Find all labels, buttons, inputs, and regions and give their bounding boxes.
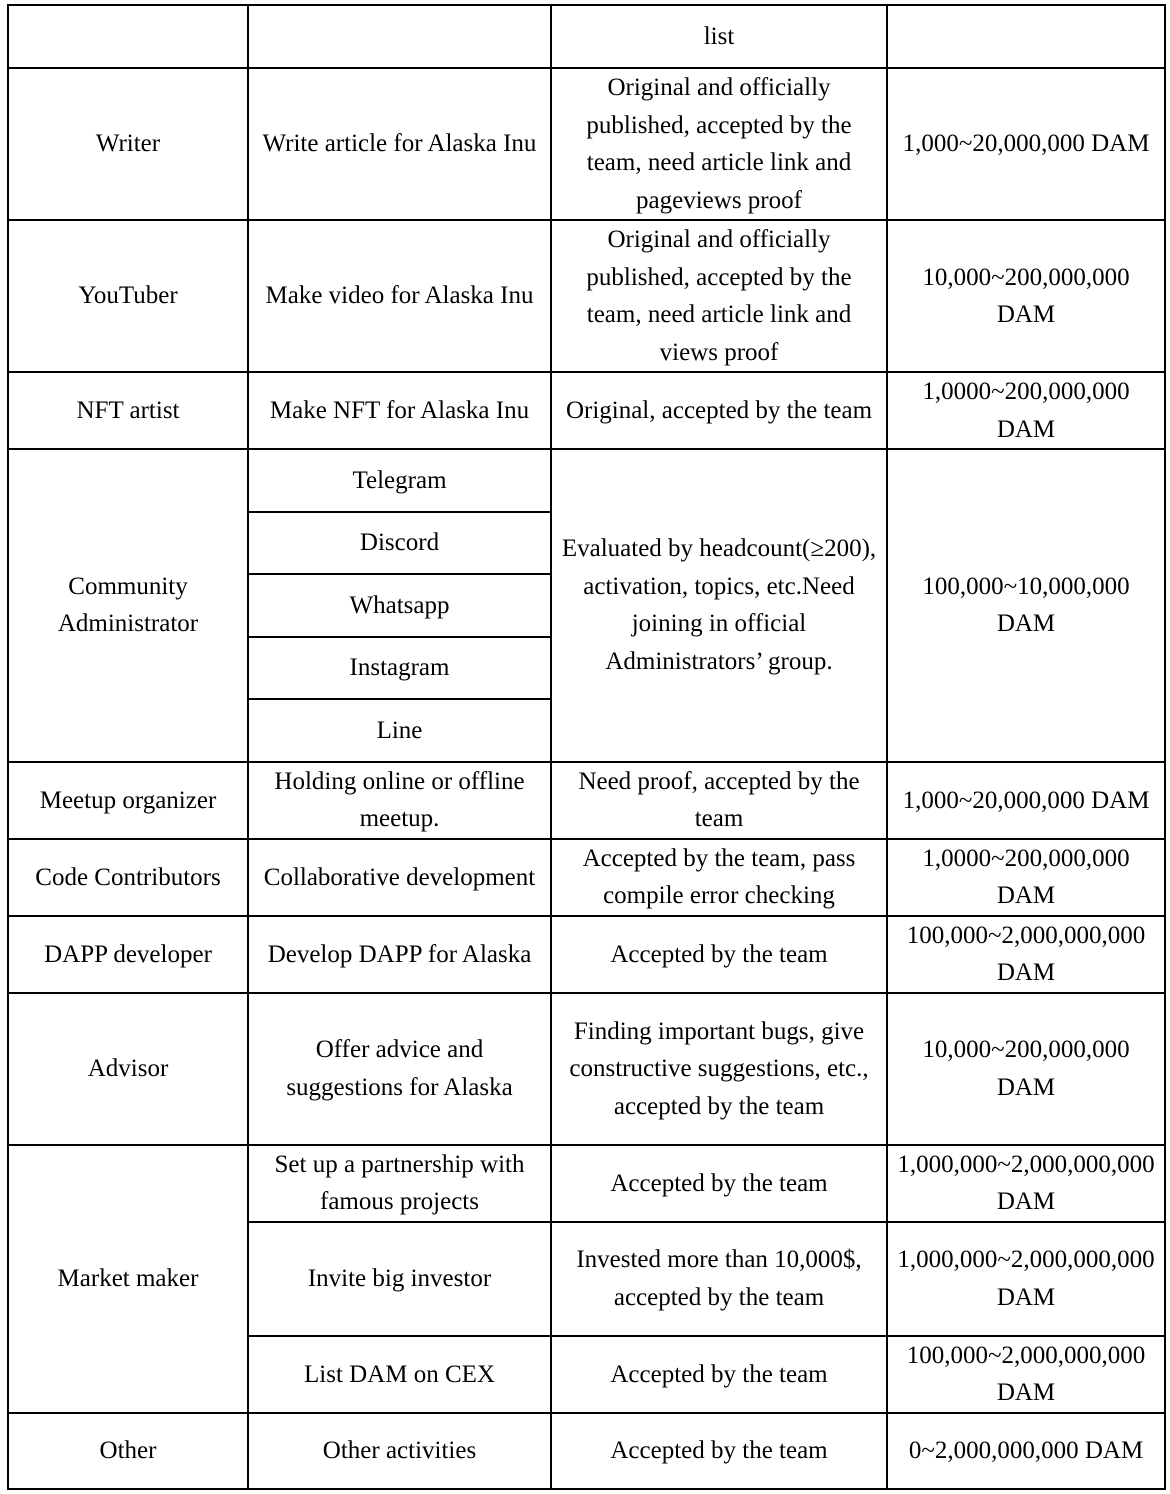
reward-cell: 1,000~20,000,000 DAM (887, 68, 1165, 220)
requirement-cell: list (551, 5, 887, 68)
platform-cell-discord: Discord (248, 512, 551, 575)
table-row-partial-header (8, 5, 1165, 68)
requirement-cell: Original and officially published, accepted by the team, need article link and pageviews proof (551, 68, 887, 220)
task-cell: Make NFT for Alaska Inu (248, 372, 551, 449)
reward-cell (887, 5, 1165, 68)
task-cell: List DAM on CEX (248, 1336, 551, 1413)
role-cell (8, 5, 248, 68)
requirement-cell: Accepted by the team, pass compile error checking (551, 839, 887, 916)
reward-cell: 1,0000~200,000,000 DAM (887, 372, 1165, 449)
platform-cell-instagram: Instagram (248, 637, 551, 700)
table-row-code-contributors (8, 839, 1165, 916)
reward-cell: 1,0000~200,000,000 DAM (887, 839, 1165, 916)
requirement-cell: Invested more than 10,000$, accepted by the team (551, 1222, 887, 1336)
role-cell: YouTuber (8, 220, 248, 372)
table-row-youtuber (8, 220, 1165, 372)
requirement-cell: Accepted by the team (551, 916, 887, 993)
task-cell: Set up a partnership with famous projects (248, 1145, 551, 1222)
requirement-cell: Original, accepted by the team (551, 372, 887, 449)
reward-cell: 100,000~10,000,000 DAM (887, 449, 1165, 762)
platform-cell-telegram: Telegram (248, 449, 551, 512)
reward-cell: 100,000~2,000,000,000 DAM (887, 916, 1165, 993)
role-cell: Code Contributors (8, 839, 248, 916)
reward-cell: 1,000,000~2,000,000,000 DAM (887, 1145, 1165, 1222)
table-row-advisor (8, 993, 1165, 1145)
task-cell: Holding online or offline meetup. (248, 762, 551, 839)
requirement-cell: Accepted by the team (551, 1413, 887, 1489)
reward-cell: 1,000,000~2,000,000,000 DAM (887, 1222, 1165, 1336)
role-cell: Other (8, 1413, 248, 1489)
reward-cell: 10,000~200,000,000 DAM (887, 220, 1165, 372)
task-cell: Make video for Alaska Inu (248, 220, 551, 372)
role-cell: Market maker (8, 1145, 248, 1413)
task-cell (248, 5, 551, 68)
table-row-other (8, 1413, 1165, 1489)
requirement-cell: Accepted by the team (551, 1336, 887, 1413)
reward-cell: 10,000~200,000,000 DAM (887, 993, 1165, 1145)
task-cell: Other activities (248, 1413, 551, 1489)
table-row-dapp-developer (8, 916, 1165, 993)
task-cell: Develop DAPP for Alaska (248, 916, 551, 993)
table-row-meetup-organizer (8, 762, 1165, 839)
table-row-writer (8, 68, 1165, 220)
task-cell: Invite big investor (248, 1222, 551, 1336)
reward-cell: 1,000~20,000,000 DAM (887, 762, 1165, 839)
reward-cell: 0~2,000,000,000 DAM (887, 1413, 1165, 1489)
role-cell: NFT artist (8, 372, 248, 449)
requirement-cell: Need proof, accepted by the team (551, 762, 887, 839)
platform-cell-whatsapp: Whatsapp (248, 574, 551, 637)
reward-cell: 100,000~2,000,000,000 DAM (887, 1336, 1165, 1413)
table-row-community-admin (8, 449, 1165, 512)
requirement-cell: Evaluated by headcount(≥200), activation, topics, etc.Need joining in official Administrators’ group. (551, 449, 887, 762)
table-row-market-maker-partnership (8, 1145, 1165, 1222)
rewards-table (7, 4, 1166, 1490)
role-cell: DAPP developer (8, 916, 248, 993)
table-row-nft-artist (8, 372, 1165, 449)
requirement-cell: Accepted by the team (551, 1145, 887, 1222)
task-cell: Write article for Alaska Inu (248, 68, 551, 220)
role-cell: Writer (8, 68, 248, 220)
requirement-cell: Original and officially published, accepted by the team, need article link and views proof (551, 220, 887, 372)
role-cell: Meetup organizer (8, 762, 248, 839)
role-cell: Advisor (8, 993, 248, 1145)
task-cell: Collaborative development (248, 839, 551, 916)
role-cell: Community Administrator (8, 449, 248, 762)
platform-cell-line: Line (248, 699, 551, 762)
requirement-cell: Finding important bugs, give constructive suggestions, etc., accepted by the team (551, 993, 887, 1145)
task-cell: Offer advice and suggestions for Alaska (248, 993, 551, 1145)
